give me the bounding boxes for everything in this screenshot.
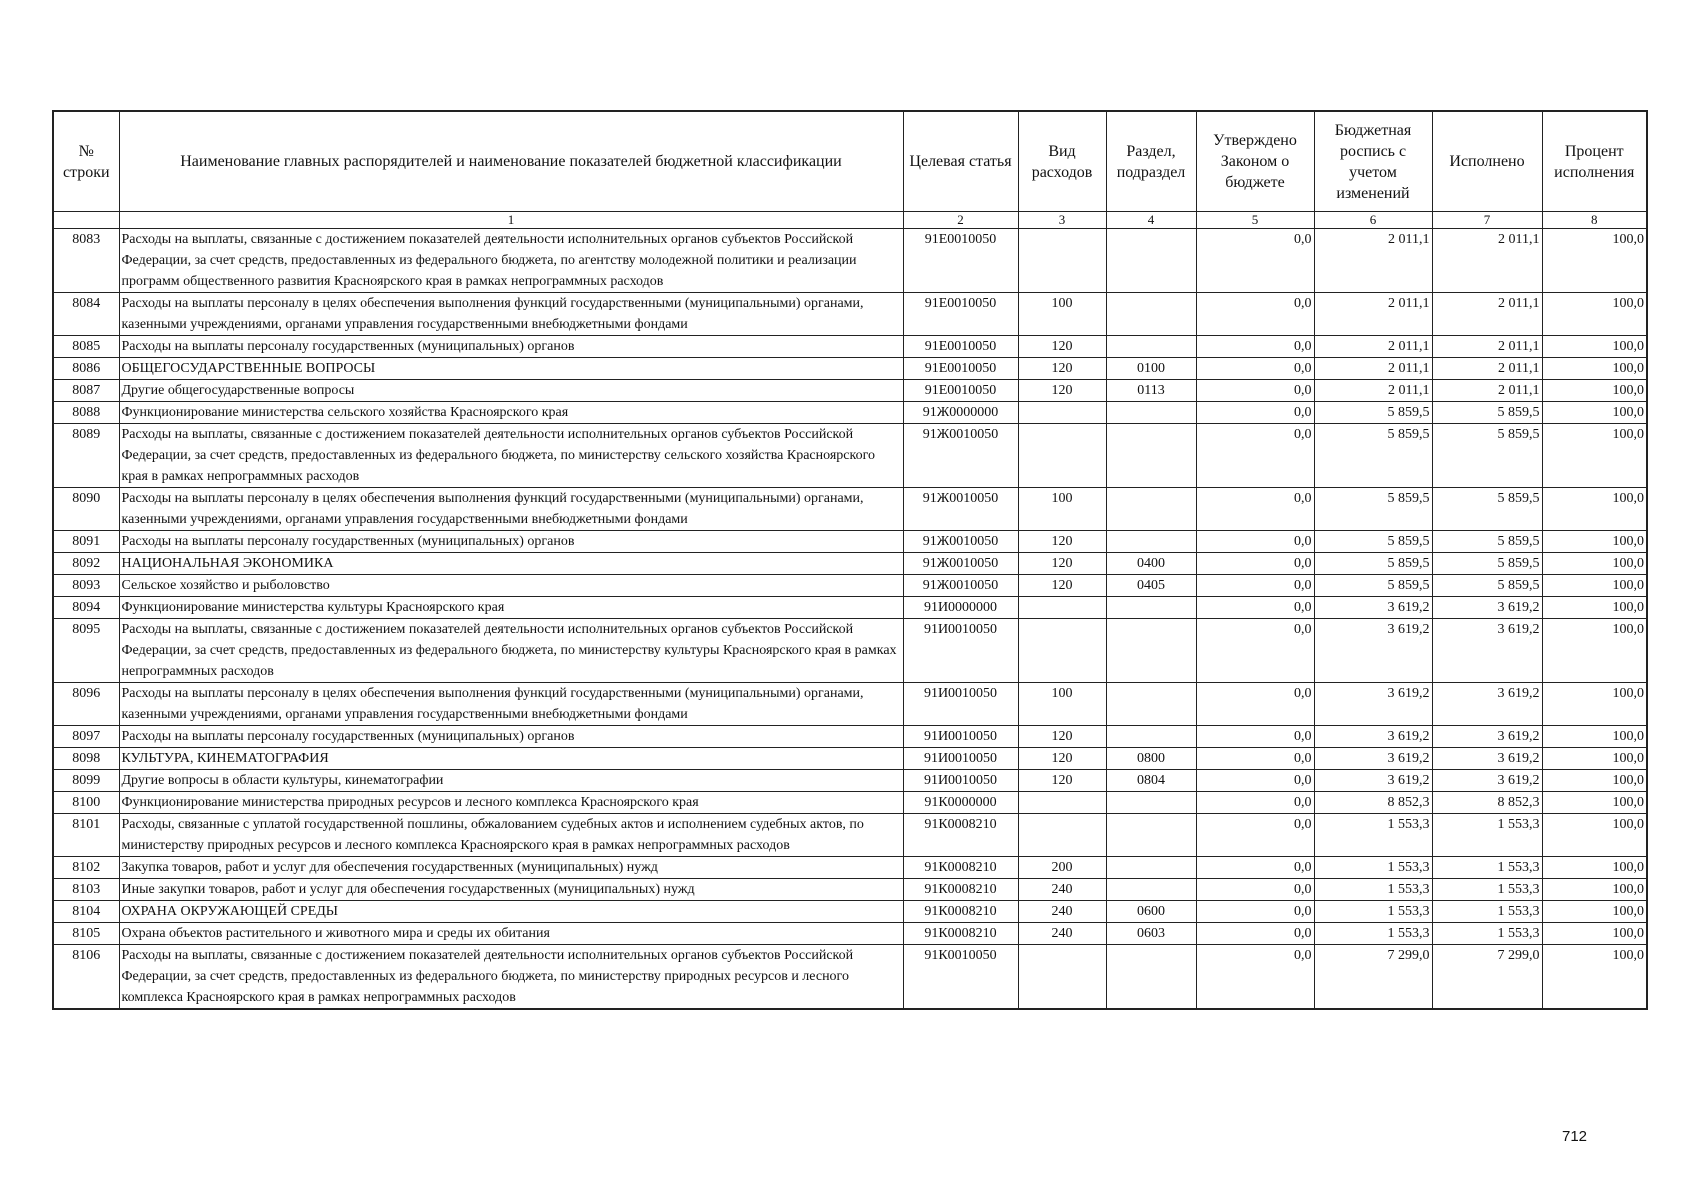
table-row <box>53 814 1647 857</box>
column-number: 8 <box>1542 212 1647 229</box>
row-executed: 2 011,1 <box>1432 229 1542 293</box>
row-expense-type <box>1018 597 1106 619</box>
row-section <box>1106 879 1196 901</box>
row-percent: 100,0 <box>1542 336 1647 358</box>
row-expense-type: 120 <box>1018 358 1106 380</box>
row-section: 0405 <box>1106 575 1196 597</box>
row-section: 0603 <box>1106 923 1196 945</box>
row-name: Сельское хозяйство и рыболовство <box>119 575 903 597</box>
row-number: 8092 <box>53 553 119 575</box>
table-row <box>53 879 1647 901</box>
row-approved: 0,0 <box>1196 402 1314 424</box>
row-approved: 0,0 <box>1196 923 1314 945</box>
row-approved: 0,0 <box>1196 726 1314 748</box>
row-section <box>1106 293 1196 336</box>
row-target-article: 91Е0010050 <box>903 336 1018 358</box>
row-section: 0800 <box>1106 748 1196 770</box>
row-approved: 0,0 <box>1196 597 1314 619</box>
header-expense-type: Вид расходов <box>1018 111 1106 212</box>
row-section <box>1106 597 1196 619</box>
row-target-article: 91К0010050 <box>903 945 1018 1010</box>
row-expense-type: 120 <box>1018 380 1106 402</box>
table-body <box>53 229 1647 1010</box>
table-row <box>53 726 1647 748</box>
column-number: 3 <box>1018 212 1106 229</box>
row-budget-schedule: 2 011,1 <box>1314 293 1432 336</box>
row-name: Расходы на выплаты, связанные с достижением показателей деятельности исполнительных органов субъектов Российской Федерации, за счет средств, предоставленных из федерального бюджета, по агентству молодежной политики и реализации программ общественного развития Красноярского края в рамках непрограммных расходов <box>119 229 903 293</box>
column-number: 7 <box>1432 212 1542 229</box>
row-percent: 100,0 <box>1542 402 1647 424</box>
row-budget-schedule: 3 619,2 <box>1314 683 1432 726</box>
row-approved: 0,0 <box>1196 857 1314 879</box>
row-approved: 0,0 <box>1196 814 1314 857</box>
row-executed: 3 619,2 <box>1432 597 1542 619</box>
table-row <box>53 229 1647 293</box>
row-expense-type: 200 <box>1018 857 1106 879</box>
row-budget-schedule: 5 859,5 <box>1314 402 1432 424</box>
row-name: Расходы на выплаты персоналу в целях обеспечения выполнения функций государственными (муниципальными) органами, казенными учреждениями, органами управления государственными внебюджетными фондами <box>119 293 903 336</box>
column-number: 1 <box>119 212 903 229</box>
row-name: Расходы, связанные с уплатой государственной пошлины, обжалованием судебных актов и исполнением судебных актов, по министерству природных ресурсов и лесного комплекса Красноярского края в рамках непрограммных расходов <box>119 814 903 857</box>
row-target-article: 91Ж0010050 <box>903 553 1018 575</box>
table-row <box>53 380 1647 402</box>
row-name: Закупка товаров, работ и услуг для обеспечения государственных (муниципальных) нужд <box>119 857 903 879</box>
row-executed: 3 619,2 <box>1432 726 1542 748</box>
row-approved: 0,0 <box>1196 336 1314 358</box>
row-approved: 0,0 <box>1196 531 1314 553</box>
row-percent: 100,0 <box>1542 683 1647 726</box>
row-target-article: 91К0000000 <box>903 792 1018 814</box>
row-executed: 5 859,5 <box>1432 553 1542 575</box>
row-section: 0113 <box>1106 380 1196 402</box>
row-target-article: 91Е0010050 <box>903 293 1018 336</box>
row-executed: 1 553,3 <box>1432 901 1542 923</box>
table-row <box>53 792 1647 814</box>
row-approved: 0,0 <box>1196 553 1314 575</box>
row-section <box>1106 945 1196 1010</box>
row-number: 8100 <box>53 792 119 814</box>
table-row <box>53 488 1647 531</box>
row-number: 8087 <box>53 380 119 402</box>
row-target-article: 91Е0010050 <box>903 380 1018 402</box>
header-percent: Процент исполнения <box>1542 111 1647 212</box>
row-percent: 100,0 <box>1542 792 1647 814</box>
row-executed: 5 859,5 <box>1432 531 1542 553</box>
row-expense-type: 120 <box>1018 748 1106 770</box>
row-budget-schedule: 1 553,3 <box>1314 923 1432 945</box>
row-target-article: 91Е0010050 <box>903 229 1018 293</box>
row-executed: 3 619,2 <box>1432 619 1542 683</box>
row-name: Расходы на выплаты персоналу в целях обеспечения выполнения функций государственными (муниципальными) органами, казенными учреждениями, органами управления государственными внебюджетными фондами <box>119 683 903 726</box>
table-row <box>53 770 1647 792</box>
row-percent: 100,0 <box>1542 726 1647 748</box>
row-percent: 100,0 <box>1542 748 1647 770</box>
row-expense-type: 120 <box>1018 726 1106 748</box>
row-expense-type: 120 <box>1018 336 1106 358</box>
row-executed: 5 859,5 <box>1432 402 1542 424</box>
row-expense-type: 120 <box>1018 553 1106 575</box>
row-number: 8106 <box>53 945 119 1010</box>
column-number: 2 <box>903 212 1018 229</box>
row-number: 8084 <box>53 293 119 336</box>
column-number-row <box>53 212 1647 229</box>
row-expense-type <box>1018 814 1106 857</box>
table-row <box>53 923 1647 945</box>
row-number: 8093 <box>53 575 119 597</box>
row-target-article: 91И0010050 <box>903 619 1018 683</box>
row-budget-schedule: 7 299,0 <box>1314 945 1432 1010</box>
row-approved: 0,0 <box>1196 229 1314 293</box>
row-number: 8095 <box>53 619 119 683</box>
column-number: 4 <box>1106 212 1196 229</box>
row-percent: 100,0 <box>1542 293 1647 336</box>
row-target-article: 91Ж0010050 <box>903 575 1018 597</box>
row-expense-type: 100 <box>1018 293 1106 336</box>
row-number: 8089 <box>53 424 119 488</box>
row-budget-schedule: 5 859,5 <box>1314 531 1432 553</box>
row-budget-schedule: 2 011,1 <box>1314 358 1432 380</box>
row-target-article: 91Ж0010050 <box>903 488 1018 531</box>
table-header-row <box>53 111 1647 212</box>
row-name: Функционирование министерства сельского хозяйства Красноярского края <box>119 402 903 424</box>
row-name: Другие общегосударственные вопросы <box>119 380 903 402</box>
row-percent: 100,0 <box>1542 945 1647 1010</box>
table-row <box>53 553 1647 575</box>
table-row <box>53 901 1647 923</box>
row-executed: 1 553,3 <box>1432 814 1542 857</box>
row-number: 8085 <box>53 336 119 358</box>
table-row <box>53 358 1647 380</box>
row-section <box>1106 683 1196 726</box>
row-target-article: 91Е0010050 <box>903 358 1018 380</box>
row-budget-schedule: 3 619,2 <box>1314 770 1432 792</box>
row-target-article: 91И0010050 <box>903 770 1018 792</box>
row-name: Другие вопросы в области культуры, кинематографии <box>119 770 903 792</box>
row-budget-schedule: 3 619,2 <box>1314 619 1432 683</box>
row-target-article: 91Ж0000000 <box>903 402 1018 424</box>
row-section <box>1106 726 1196 748</box>
row-number: 8101 <box>53 814 119 857</box>
row-number: 8096 <box>53 683 119 726</box>
row-section <box>1106 531 1196 553</box>
row-section <box>1106 402 1196 424</box>
row-number: 8086 <box>53 358 119 380</box>
row-budget-schedule: 5 859,5 <box>1314 424 1432 488</box>
row-section <box>1106 814 1196 857</box>
row-target-article: 91К0008210 <box>903 814 1018 857</box>
row-executed: 1 553,3 <box>1432 879 1542 901</box>
row-expense-type: 240 <box>1018 879 1106 901</box>
column-number: 5 <box>1196 212 1314 229</box>
row-name: Расходы на выплаты, связанные с достижением показателей деятельности исполнительных органов субъектов Российской Федерации, за счет средств, предоставленных из федерального бюджета, по министерству культуры Красноярского края в рамках непрограммных расходов <box>119 619 903 683</box>
row-executed: 2 011,1 <box>1432 336 1542 358</box>
row-name: КУЛЬТУРА, КИНЕМАТОГРАФИЯ <box>119 748 903 770</box>
row-expense-type: 100 <box>1018 488 1106 531</box>
row-expense-type <box>1018 619 1106 683</box>
row-percent: 100,0 <box>1542 229 1647 293</box>
table-row <box>53 293 1647 336</box>
row-expense-type <box>1018 424 1106 488</box>
row-target-article: 91Ж0010050 <box>903 531 1018 553</box>
row-executed: 1 553,3 <box>1432 923 1542 945</box>
row-percent: 100,0 <box>1542 597 1647 619</box>
row-executed: 5 859,5 <box>1432 424 1542 488</box>
header-budget-schedule: Бюджетная роспись с учетом изменений <box>1314 111 1432 212</box>
row-expense-type: 120 <box>1018 531 1106 553</box>
row-executed: 5 859,5 <box>1432 488 1542 531</box>
table-row <box>53 619 1647 683</box>
header-approved: Утверждено Законом о бюджете <box>1196 111 1314 212</box>
row-section <box>1106 857 1196 879</box>
row-percent: 100,0 <box>1542 424 1647 488</box>
row-percent: 100,0 <box>1542 575 1647 597</box>
row-approved: 0,0 <box>1196 619 1314 683</box>
row-budget-schedule: 2 011,1 <box>1314 229 1432 293</box>
table-row <box>53 402 1647 424</box>
row-section: 0100 <box>1106 358 1196 380</box>
row-approved: 0,0 <box>1196 575 1314 597</box>
row-approved: 0,0 <box>1196 770 1314 792</box>
table-row <box>53 531 1647 553</box>
row-expense-type <box>1018 402 1106 424</box>
table-row <box>53 683 1647 726</box>
header-row-number: № строки <box>53 111 119 212</box>
column-number: 6 <box>1314 212 1432 229</box>
row-target-article: 91Ж0010050 <box>903 424 1018 488</box>
row-number: 8104 <box>53 901 119 923</box>
row-expense-type: 100 <box>1018 683 1106 726</box>
row-budget-schedule: 5 859,5 <box>1314 575 1432 597</box>
row-section: 0400 <box>1106 553 1196 575</box>
row-expense-type: 240 <box>1018 901 1106 923</box>
row-budget-schedule: 5 859,5 <box>1314 553 1432 575</box>
row-budget-schedule: 5 859,5 <box>1314 488 1432 531</box>
row-target-article: 91К0008210 <box>903 901 1018 923</box>
row-name: Иные закупки товаров, работ и услуг для обеспечения государственных (муниципальных) нужд <box>119 879 903 901</box>
row-percent: 100,0 <box>1542 531 1647 553</box>
row-executed: 3 619,2 <box>1432 748 1542 770</box>
row-percent: 100,0 <box>1542 879 1647 901</box>
row-expense-type <box>1018 792 1106 814</box>
row-section <box>1106 619 1196 683</box>
row-name: Расходы на выплаты персоналу государственных (муниципальных) органов <box>119 531 903 553</box>
row-approved: 0,0 <box>1196 748 1314 770</box>
row-section <box>1106 424 1196 488</box>
table-row <box>53 336 1647 358</box>
row-target-article: 91И0010050 <box>903 683 1018 726</box>
row-target-article: 91И0000000 <box>903 597 1018 619</box>
row-expense-type <box>1018 945 1106 1010</box>
row-percent: 100,0 <box>1542 814 1647 857</box>
row-section <box>1106 792 1196 814</box>
row-executed: 5 859,5 <box>1432 575 1542 597</box>
row-number: 8091 <box>53 531 119 553</box>
header-target-article: Целевая статья <box>903 111 1018 212</box>
row-budget-schedule: 3 619,2 <box>1314 597 1432 619</box>
row-percent: 100,0 <box>1542 619 1647 683</box>
row-percent: 100,0 <box>1542 380 1647 402</box>
budget-table <box>52 110 1648 1010</box>
row-section: 0804 <box>1106 770 1196 792</box>
column-number <box>53 212 119 229</box>
row-name: НАЦИОНАЛЬНАЯ ЭКОНОМИКА <box>119 553 903 575</box>
row-expense-type: 120 <box>1018 770 1106 792</box>
row-percent: 100,0 <box>1542 358 1647 380</box>
row-percent: 100,0 <box>1542 488 1647 531</box>
row-approved: 0,0 <box>1196 424 1314 488</box>
row-budget-schedule: 3 619,2 <box>1314 726 1432 748</box>
row-budget-schedule: 8 852,3 <box>1314 792 1432 814</box>
table-row <box>53 575 1647 597</box>
row-target-article: 91К0008210 <box>903 857 1018 879</box>
row-percent: 100,0 <box>1542 901 1647 923</box>
row-executed: 8 852,3 <box>1432 792 1542 814</box>
row-name: Расходы на выплаты, связанные с достижением показателей деятельности исполнительных органов субъектов Российской Федерации, за счет средств, предоставленных из федерального бюджета, по министерству сельского хозяйства Красноярского края в рамках непрограммных расходов <box>119 424 903 488</box>
row-approved: 0,0 <box>1196 683 1314 726</box>
row-section: 0600 <box>1106 901 1196 923</box>
row-target-article: 91К0008210 <box>903 923 1018 945</box>
row-name: Расходы на выплаты персоналу государственных (муниципальных) органов <box>119 336 903 358</box>
row-section <box>1106 336 1196 358</box>
row-number: 8094 <box>53 597 119 619</box>
row-name: ОХРАНА ОКРУЖАЮЩЕЙ СРЕДЫ <box>119 901 903 923</box>
row-executed: 2 011,1 <box>1432 293 1542 336</box>
row-budget-schedule: 3 619,2 <box>1314 748 1432 770</box>
header-name: Наименование главных распорядителей и наименование показателей бюджетной классификации <box>119 111 903 212</box>
row-percent: 100,0 <box>1542 553 1647 575</box>
row-approved: 0,0 <box>1196 792 1314 814</box>
table-row <box>53 945 1647 1010</box>
row-number: 8098 <box>53 748 119 770</box>
row-budget-schedule: 2 011,1 <box>1314 336 1432 358</box>
row-name: Расходы на выплаты, связанные с достижением показателей деятельности исполнительных органов субъектов Российской Федерации, за счет средств, предоставленных из федерального бюджета, по министерству природных ресурсов и лесного комплекса Красноярского края в рамках непрограммных расходов <box>119 945 903 1010</box>
page-number: 712 <box>1562 1128 1588 1145</box>
row-percent: 100,0 <box>1542 923 1647 945</box>
row-expense-type: 120 <box>1018 575 1106 597</box>
row-executed: 3 619,2 <box>1432 683 1542 726</box>
row-expense-type: 240 <box>1018 923 1106 945</box>
row-executed: 2 011,1 <box>1432 380 1542 402</box>
row-name: Охрана объектов растительного и животного мира и среды их обитания <box>119 923 903 945</box>
row-name: Функционирование министерства культуры Красноярского края <box>119 597 903 619</box>
table-row <box>53 424 1647 488</box>
row-number: 8083 <box>53 229 119 293</box>
row-number: 8097 <box>53 726 119 748</box>
row-number: 8105 <box>53 923 119 945</box>
header-section: Раздел, подраздел <box>1106 111 1196 212</box>
table-row <box>53 748 1647 770</box>
row-number: 8090 <box>53 488 119 531</box>
row-target-article: 91И0010050 <box>903 748 1018 770</box>
row-budget-schedule: 1 553,3 <box>1314 814 1432 857</box>
row-expense-type <box>1018 229 1106 293</box>
row-approved: 0,0 <box>1196 293 1314 336</box>
row-approved: 0,0 <box>1196 380 1314 402</box>
row-number: 8103 <box>53 879 119 901</box>
row-number: 8102 <box>53 857 119 879</box>
row-budget-schedule: 1 553,3 <box>1314 879 1432 901</box>
row-budget-schedule: 2 011,1 <box>1314 380 1432 402</box>
table-row <box>53 597 1647 619</box>
row-approved: 0,0 <box>1196 879 1314 901</box>
row-approved: 0,0 <box>1196 901 1314 923</box>
row-percent: 100,0 <box>1542 857 1647 879</box>
row-executed: 2 011,1 <box>1432 358 1542 380</box>
row-number: 8088 <box>53 402 119 424</box>
header-executed: Исполнено <box>1432 111 1542 212</box>
row-name: ОБЩЕГОСУДАРСТВЕННЫЕ ВОПРОСЫ <box>119 358 903 380</box>
row-number: 8099 <box>53 770 119 792</box>
row-target-article: 91И0010050 <box>903 726 1018 748</box>
row-executed: 1 553,3 <box>1432 857 1542 879</box>
row-percent: 100,0 <box>1542 770 1647 792</box>
row-executed: 7 299,0 <box>1432 945 1542 1010</box>
row-executed: 3 619,2 <box>1432 770 1542 792</box>
row-approved: 0,0 <box>1196 945 1314 1010</box>
row-name: Расходы на выплаты персоналу государственных (муниципальных) органов <box>119 726 903 748</box>
table-row <box>53 857 1647 879</box>
row-target-article: 91К0008210 <box>903 879 1018 901</box>
row-budget-schedule: 1 553,3 <box>1314 857 1432 879</box>
row-approved: 0,0 <box>1196 358 1314 380</box>
row-name: Расходы на выплаты персоналу в целях обеспечения выполнения функций государственными (муниципальными) органами, казенными учреждениями, органами управления государственными внебюджетными фондами <box>119 488 903 531</box>
row-budget-schedule: 1 553,3 <box>1314 901 1432 923</box>
row-section <box>1106 488 1196 531</box>
row-section <box>1106 229 1196 293</box>
row-name: Функционирование министерства природных ресурсов и лесного комплекса Красноярского края <box>119 792 903 814</box>
row-approved: 0,0 <box>1196 488 1314 531</box>
